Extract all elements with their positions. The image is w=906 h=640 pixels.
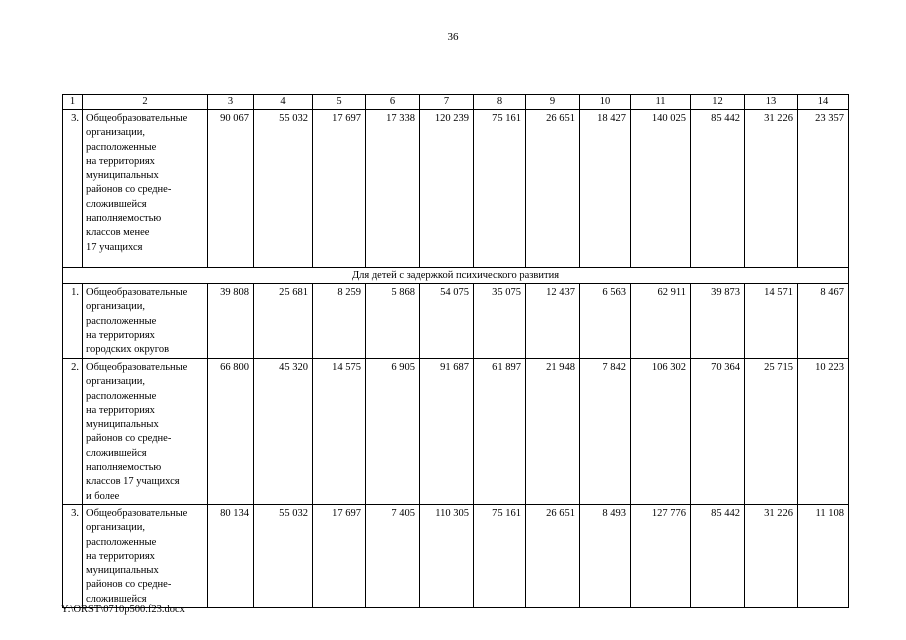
section-title: Для детей с задержкой психического развития <box>63 268 849 284</box>
value-cell: 17 697 <box>313 504 366 607</box>
row-name-line: расположенные <box>86 315 157 327</box>
value-cell: 17 697 <box>313 110 366 268</box>
value-cell: 31 226 <box>745 504 798 607</box>
header-cell: 10 <box>580 95 631 110</box>
header-cell: 11 <box>631 95 691 110</box>
row-name <box>83 110 208 268</box>
value-cell: 90 067 <box>208 110 254 268</box>
row-name <box>83 284 208 359</box>
value-cell: 8 467 <box>798 284 849 359</box>
value-cell: 6 563 <box>580 284 631 359</box>
value-cell: 106 302 <box>631 359 691 505</box>
row-name-line: организации, <box>86 522 145 534</box>
row-name-line: наполняемостью <box>86 462 162 474</box>
row-name-line: Общеобразовательные <box>86 113 188 124</box>
row-name-line: организации, <box>86 301 145 313</box>
row-number: 3. <box>63 110 83 268</box>
value-cell: 75 161 <box>474 504 526 607</box>
header-cell: 2 <box>83 95 208 110</box>
row-name-line: классов 17 учащихся <box>86 476 180 488</box>
table-row <box>63 110 849 268</box>
value-cell: 140 025 <box>631 110 691 268</box>
row-name-line: и более <box>86 490 120 502</box>
table-row <box>63 504 849 607</box>
value-cell: 39 873 <box>691 284 745 359</box>
row-name-line: расположенные <box>86 141 157 153</box>
value-cell: 5 868 <box>366 284 420 359</box>
row-name-line: муниципальных <box>86 170 159 182</box>
value-cell: 14 575 <box>313 359 366 505</box>
value-cell: 55 032 <box>254 110 313 268</box>
row-name-line: муниципальных <box>86 419 159 431</box>
value-cell: 66 800 <box>208 359 254 505</box>
row-name-line: на территориях <box>86 550 155 562</box>
value-cell: 54 075 <box>420 284 474 359</box>
row-name-line: районов со средне- <box>86 184 172 196</box>
table-row <box>63 284 849 359</box>
row-name-line: на территориях <box>86 155 155 167</box>
row-name-line: 17 учащихся <box>86 241 143 253</box>
value-cell: 7 405 <box>366 504 420 607</box>
row-name-line: расположенные <box>86 536 157 548</box>
row-name-line: районов со средне- <box>86 579 172 591</box>
value-cell: 127 776 <box>631 504 691 607</box>
data-table <box>62 94 849 608</box>
value-cell: 35 075 <box>474 284 526 359</box>
header-cell: 14 <box>798 95 849 110</box>
row-name-line: сложившейся <box>86 447 147 459</box>
header-cell: 12 <box>691 95 745 110</box>
value-cell: 39 808 <box>208 284 254 359</box>
header-cell: 13 <box>745 95 798 110</box>
value-cell: 45 320 <box>254 359 313 505</box>
row-name-line: Общеобразовательные <box>86 507 188 519</box>
row-name-line: районов со средне- <box>86 433 172 445</box>
value-cell: 55 032 <box>254 504 313 607</box>
section-row <box>63 268 849 284</box>
value-cell: 8 259 <box>313 284 366 359</box>
row-number: 1. <box>63 284 83 359</box>
header-cell: 3 <box>208 95 254 110</box>
value-cell: 25 681 <box>254 284 313 359</box>
page-number: 36 <box>447 31 459 43</box>
value-cell: 8 493 <box>580 504 631 607</box>
value-cell: 21 948 <box>526 359 580 505</box>
value-cell: 17 338 <box>366 110 420 268</box>
value-cell: 85 442 <box>691 504 745 607</box>
value-cell: 11 108 <box>798 504 849 607</box>
header-cell: 4 <box>254 95 313 110</box>
header-cell: 7 <box>420 95 474 110</box>
row-number: 3. <box>63 504 83 607</box>
row-name-line: классов менее <box>86 227 150 239</box>
value-cell: 75 161 <box>474 110 526 268</box>
value-cell: 7 842 <box>580 359 631 505</box>
value-cell: 10 223 <box>798 359 849 505</box>
value-cell: 61 897 <box>474 359 526 505</box>
row-name-line: расположенные <box>86 390 157 402</box>
value-cell: 120 239 <box>420 110 474 268</box>
value-cell: 23 357 <box>798 110 849 268</box>
value-cell: 31 226 <box>745 110 798 268</box>
row-name-line: наполняемостью <box>86 213 162 225</box>
value-cell: 12 437 <box>526 284 580 359</box>
row-name-line: сложившейся <box>86 198 147 210</box>
value-cell: 26 651 <box>526 110 580 268</box>
header-cell: 8 <box>474 95 526 110</box>
value-cell: 25 715 <box>745 359 798 505</box>
value-cell: 26 651 <box>526 504 580 607</box>
value-cell: 18 427 <box>580 110 631 268</box>
row-name <box>83 359 208 505</box>
header-cell: 9 <box>526 95 580 110</box>
row-name-line: городских округов <box>86 344 170 356</box>
value-cell: 91 687 <box>420 359 474 505</box>
row-name-line: на территориях <box>86 404 155 416</box>
row-name-line: на территориях <box>86 329 155 341</box>
row-name-line: сложившейся <box>86 593 147 605</box>
value-cell: 14 571 <box>745 284 798 359</box>
value-cell: 70 364 <box>691 359 745 505</box>
value-cell: 110 305 <box>420 504 474 607</box>
row-number: 2. <box>63 359 83 505</box>
header-cell: 1 <box>63 95 83 110</box>
row-name-line: Общеобразовательные <box>86 287 188 298</box>
value-cell: 85 442 <box>691 110 745 268</box>
footer-file-path: Y:\ORST\0710p500.f23.docx <box>61 604 185 615</box>
row-name-line: муниципальных <box>86 565 159 577</box>
header-cell: 6 <box>366 95 420 110</box>
row-name <box>83 504 208 607</box>
header-row <box>63 95 849 110</box>
header-cell: 5 <box>313 95 366 110</box>
value-cell: 62 911 <box>631 284 691 359</box>
row-name-line: организации, <box>86 127 145 139</box>
table-row <box>63 359 849 505</box>
value-cell: 80 134 <box>208 504 254 607</box>
row-name-line: организации, <box>86 376 145 388</box>
row-name-line: Общеобразовательные <box>86 362 188 373</box>
value-cell: 6 905 <box>366 359 420 505</box>
